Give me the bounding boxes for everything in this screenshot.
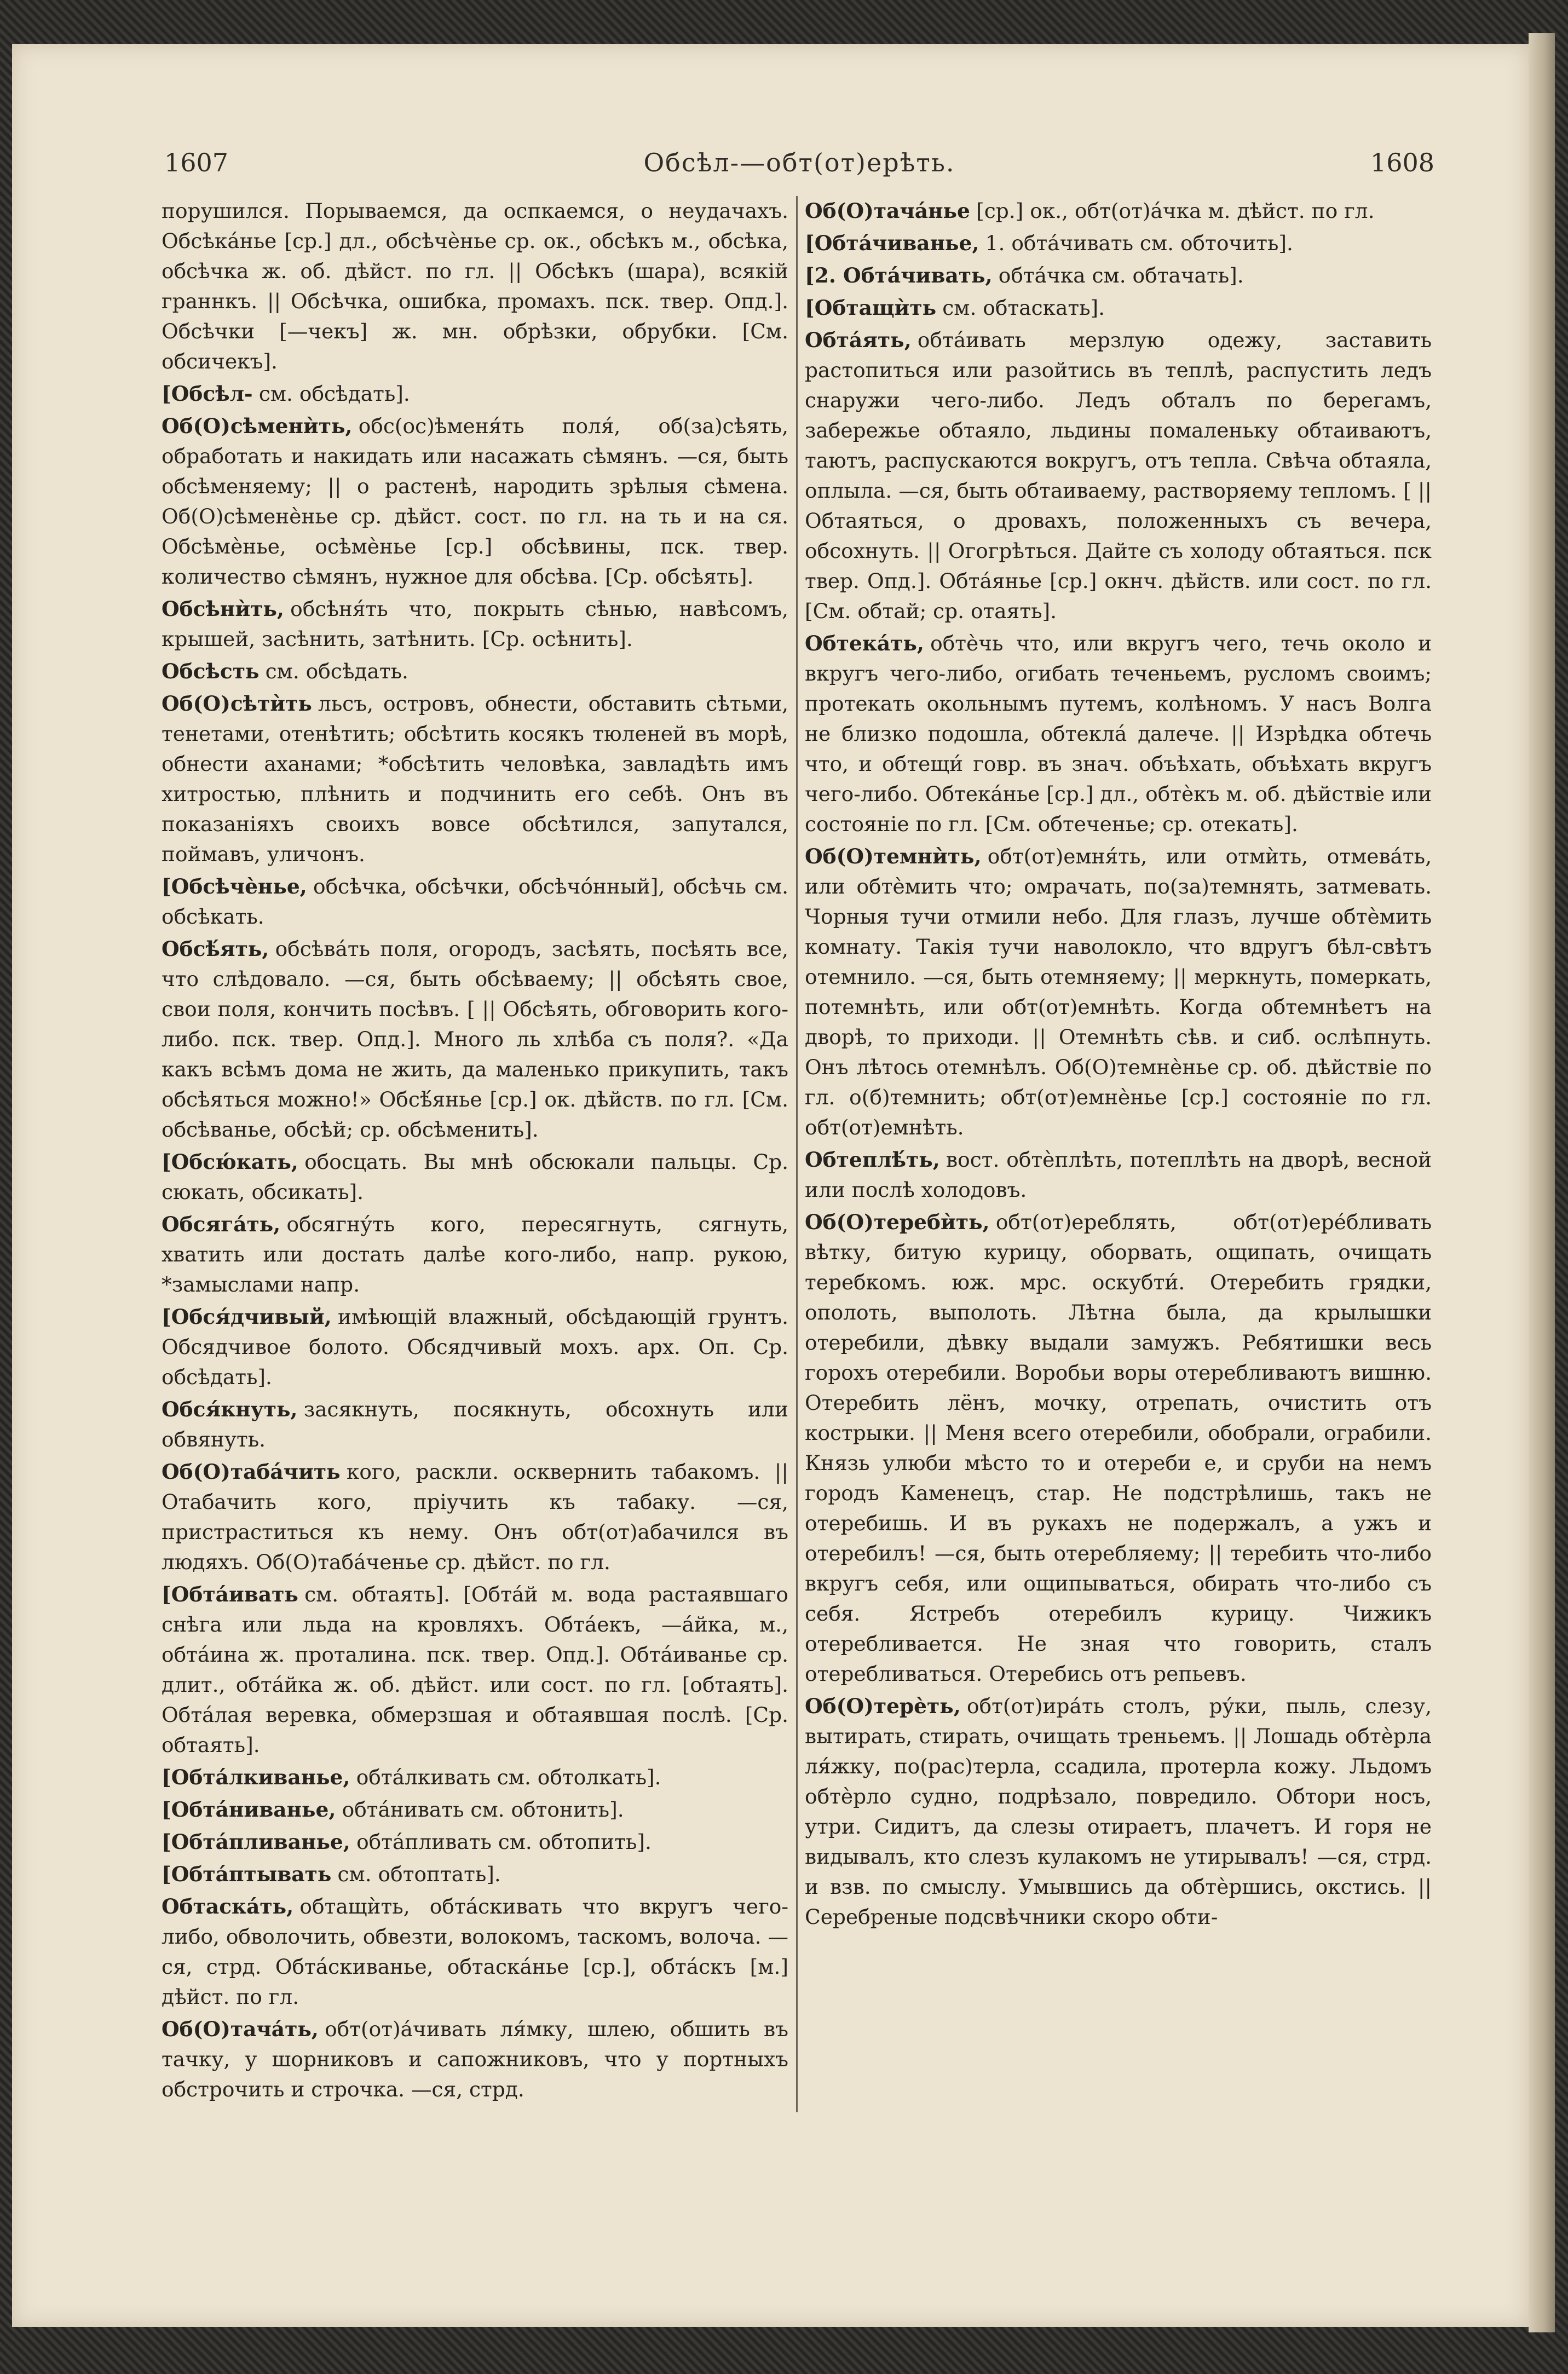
entry-text: [ср.] ок., обт(от)а́чка м. дѣйст. по гл. bbox=[976, 199, 1375, 223]
dictionary-entry bbox=[162, 656, 788, 687]
entry-text: см. обсѣдать. bbox=[265, 659, 408, 683]
dictionary-entry bbox=[162, 1580, 788, 1760]
dictionary-entry bbox=[805, 196, 1432, 226]
dictionary-entry bbox=[162, 196, 788, 377]
dictionary-entry bbox=[162, 1395, 788, 1455]
entry-text: обт(от)емня́ть, или отмѝть, отмева́ть, или обтѐмить что; омрачать, по(за)темнять, затмевать. Чорныя тучи отмили небо. Для глазъ, лучше обтѐмить комнату. Такія тучи наволокло, что вдругъ бѣл-свѣтъ отемнило. —ся, быть отемняему; || меркнуть, померкать, потемнѣть, или обт(от)емнѣть. Когда обтемнѣетъ на дворѣ, то приходи. || Отемнѣть сѣв. и сиб. ослѣпнуть. Онъ лѣтось отемнѣлъ. Об(О)темнѐнье ср. об. дѣйствіе по гл. о(б)темнить; обт(от)емнѐнье [ср.] состояніе по гл. обт(от)емнѣть. bbox=[805, 844, 1432, 1139]
entry-headword: [Обсѣл- bbox=[162, 382, 253, 406]
entry-text: обт(от)а́чивать ля́мку, шлею, обшить въ тачку, у шорниковъ и сапожниковъ, что у портныхъ обстрочить и строчка. —ся, стрд. bbox=[162, 2017, 788, 2101]
entry-headword: Об(О)таба́чить bbox=[162, 1460, 341, 1484]
page-number-right: 1608 bbox=[1370, 148, 1434, 177]
dictionary-entry bbox=[805, 842, 1432, 1143]
entry-headword: [Обсѣчѐнье, bbox=[162, 874, 307, 898]
entry-text: см. обтаять]. [Обта́й м. вода растаявшаго снѣга или льда на кровляхъ. Обта́екъ, —а́йка, м., обта́ина ж. проталина. пск. твер. Опд.]. Обта́иванье ср. длит., обта́йка ж. об. дѣйст. или сост. по гл. [обтаять]. Обта́лая веревка, обмерзшая и обтаявшая послѣ. [Ср. обтаять]. bbox=[162, 1582, 788, 1757]
dictionary-entry bbox=[162, 1209, 788, 1300]
dictionary-entry bbox=[805, 261, 1432, 291]
dictionary-entry bbox=[162, 411, 788, 592]
dictionary-entry bbox=[805, 629, 1432, 839]
entry-text: засякнуть, посякнуть, обсохнуть или обвянуть. bbox=[162, 1397, 788, 1451]
entry-text: имѣющій влажный, обсѣдающій грунтъ. Обсядчивое болото. Обсядчивый мохъ. арх. Оп. Ср. обсѣдать]. bbox=[162, 1305, 788, 1389]
entry-headword: [Обтащѝть bbox=[805, 296, 937, 320]
entry-text: см. обсѣдать]. bbox=[258, 382, 410, 406]
dictionary-entry bbox=[162, 1892, 788, 2012]
dictionary-entry bbox=[162, 2014, 788, 2105]
dictionary-entry bbox=[162, 1827, 788, 1857]
dictionary-entry bbox=[805, 1691, 1432, 1932]
page-number-left: 1607 bbox=[164, 148, 229, 177]
dictionary-entry bbox=[162, 1147, 788, 1207]
entry-text: обсѣчка, обсѣчки, обсѣчо́нный], обсѣчь см. обсѣкать. bbox=[162, 874, 788, 929]
dictionary-entry bbox=[162, 689, 788, 869]
entry-text: обта́нивать см. обтонить]. bbox=[342, 1797, 624, 1822]
page-edge bbox=[1529, 33, 1555, 2332]
entry-headword: [Обта́ниванье, bbox=[162, 1797, 336, 1822]
entry-headword: Об(О)тача́нье bbox=[805, 199, 970, 223]
dictionary-entry bbox=[805, 325, 1432, 626]
entry-headword: Обта́ять, bbox=[805, 328, 912, 352]
dictionary-entry bbox=[162, 1859, 788, 1889]
entry-headword: Обся́кнуть, bbox=[162, 1397, 298, 1421]
entry-headword: [Обся́дчивый, bbox=[162, 1305, 332, 1329]
dictionary-entry bbox=[162, 1457, 788, 1577]
entry-text: вост. обтѐплѣть, потеплѣть на дворѣ, весной или послѣ холодовъ. bbox=[805, 1148, 1432, 1202]
dictionary-entry bbox=[805, 293, 1432, 323]
entry-headword: Обтаска́ть, bbox=[162, 1894, 294, 1918]
entry-text: обта́лкивать см. обтолкать]. bbox=[356, 1765, 661, 1789]
entry-text: обсѣва́ть поля, огородъ, засѣять, посѣять все, что слѣдовало. —ся, быть обсѣваему; || обсѣять свое, свои поля, кончить посѣвъ. [ || Обсѣять, обговорить кого-либо. пск. твер. Опд.]. Много ль хлѣба съ поля?. «Да какъ всѣмъ дома не жить, да маленько прикупить, такъ обсѣяться можно!» Обсѣ́янье [ср.] ок. дѣйств. по гл. [См. обсѣванье, обсѣй; ср. обсѣменить]. bbox=[162, 937, 788, 1142]
entry-text: обсягну́ть кого, пересягнуть, сягнуть, хватить или достать далѣе кого-либо, напр. рукою, *замыслами напр. bbox=[162, 1212, 788, 1297]
entry-headword: Об(О)тача́ть, bbox=[162, 2017, 319, 2041]
entry-headword: Об(О)темнѝть, bbox=[805, 844, 982, 868]
left-column bbox=[162, 196, 788, 2145]
entry-text: обс(ос)ѣменя́ть поля́, об(за)сѣять, обработать и накидать или насажать сѣмянъ. —ся, быть обсѣменяему; || о растенѣ, народить зрѣлыя сѣмена. Об(О)сѣменѐнье ср. дѣйст. сост. по гл. на ть и на ся. Обсѣмѐнье, осѣмѐнье [ср.] обсѣвины, пск. твер. количество сѣмянъ, нужное для обсѣва. [Ср. обсѣять]. bbox=[162, 414, 788, 589]
dictionary-entry bbox=[805, 228, 1432, 258]
entry-text: обсѣня́ть что, покрыть сѣнью, навѣсомъ, крышей, засѣнить, затѣнить. [Ср. осѣнить]. bbox=[162, 597, 788, 651]
entry-text: льсъ, островъ, обнести, обставить сѣтьми, тенетами, отенѣтить; обсѣтить косякъ тюленей въ морѣ, обнести аханами; *обсѣтить человѣка, завладѣть имъ хитростью, плѣнить и подчинить его себѣ. Онъ въ показаніяхъ своихъ вовсе обсѣтился, запутался, поймавъ, уличонъ. bbox=[162, 692, 788, 866]
entry-headword: Об(О)теребѝть, bbox=[805, 1210, 990, 1234]
entry-headword: [Обта́чиванье, bbox=[805, 231, 979, 255]
page-header bbox=[164, 148, 1434, 192]
entry-text: см. обтоптать]. bbox=[337, 1862, 501, 1886]
entry-headword: Об(О)сѣтѝть bbox=[162, 692, 312, 716]
entry-headword: Обсяга́ть, bbox=[162, 1212, 281, 1236]
dictionary-entry bbox=[162, 872, 788, 932]
entry-headword: Обсѣнѝть, bbox=[162, 597, 284, 621]
entry-text: обт(от)ереблять, обт(от)ере́бливать вѣтку, битую курицу, оборвать, ощипать, очищать теребкомъ. юж. мрс. оскубти́. Отеребить грядки, ополоть, выполоть. Лѣтна была, да крылышки отеребили, дѣвку выдали замужъ. Ребятишки весь горохъ отеребили. Воробьи воры отеребливаютъ вишню. Отеребить лёнъ, мочку, отрепать, очистить отъ кострыки. || Меня всего отеребили, обобрали, ограбили. Князь улюби мѣсто то и отереби е, и сруби на немъ городъ Каменецъ, стар. Не подстрѣлишь, такъ не отеребишь. И въ рукахъ не подержалъ, а ужъ и отеребилъ! —ся, быть отеребляему; || теребить что-либо вкругъ себя, или ощипываться, обирать что-либо съ себя. Ястребъ отеребилъ курицу. Чижикъ отеребливается. Не зная что говорить, сталъ отеребливаться. Отеребись отъ репьевъ. bbox=[805, 1210, 1432, 1686]
running-head: Обсѣл-—обт(от)ерѣть. bbox=[643, 148, 955, 177]
entry-text: 1. обта́чивать см. обточить]. bbox=[985, 231, 1293, 255]
entry-headword: [Обсю́кать, bbox=[162, 1150, 298, 1174]
entry-text: обта́ивать мерзлую одежу, заставить растопиться или разойтись въ теплѣ, распустить ледъ снаружи чего-либо. Ледъ обталъ по берегамъ, забережье обтаяло, льдины помаленьку обтаиваютъ, таютъ, распускаются вокругъ, отъ тепла. Свѣча обтаяла, оплыла. —ся, быть обтаиваему, растворяему тепломъ. [ || Обтаяться, о дровахъ, положенныхъ съ вечера, обсохнуть. || Огогрѣться. Дайте съ холоду обтаяться. пск твер. Опд.]. Обта́янье [ср.] окнч. дѣйств. или сост. по гл. [См. обтай; ср. отаять]. bbox=[805, 328, 1432, 623]
dictionary-entry bbox=[162, 379, 788, 409]
entry-headword: [2. Обта́чивать, bbox=[805, 263, 993, 287]
entry-headword: [Обта́пливанье, bbox=[162, 1830, 350, 1854]
dictionary-entry bbox=[162, 1302, 788, 1392]
entry-headword: [Обта́птывать bbox=[162, 1862, 332, 1886]
entry-headword: Об(О)терѐть, bbox=[805, 1694, 961, 1718]
column-divider bbox=[796, 196, 798, 2112]
dictionary-entry bbox=[805, 1145, 1432, 1205]
entry-text: см. обтаскать]. bbox=[942, 296, 1105, 320]
entry-text: обт(от)ира́ть столъ, ру́ки, пыль, слезу, вытирать, стирать, очищать треньемъ. || Лошадь обтѐрла ля́жку, по(рас)терла, ссадила, протерла кожу. Льдомъ обтѐрло судно, подрѣзало, повредило. Обтори носъ, утри. Сидитъ, да слезы отираетъ, плачетъ. И горя не видывалъ, кто слезъ кулакомъ не утирывалъ! —ся, стрд. и взв. по смыслу. Умывшись да обтѐршись, окстись. || Серебреные подсвѣчники скоро обти- bbox=[805, 1694, 1432, 1929]
entry-text: кого, раскли. осквернить табакомъ. || Отабачить кого, пріучить къ табаку. —ся, пристраститься къ нему. Онъ обт(от)абачился въ людяхъ. Об(О)таба́ченье ср. дѣйст. по гл. bbox=[162, 1460, 788, 1574]
entry-headword: Обтека́ть, bbox=[805, 631, 924, 655]
dictionary-entry bbox=[162, 934, 788, 1145]
dictionary-entry bbox=[162, 1795, 788, 1825]
entry-headword: [Обта́лкиванье, bbox=[162, 1765, 350, 1789]
entry-headword: [Обта́ивать bbox=[162, 1582, 298, 1606]
entry-headword: Обсѣ́ять, bbox=[162, 937, 269, 961]
entry-headword: Обсѣсть bbox=[162, 659, 260, 683]
right-column bbox=[805, 196, 1432, 2145]
dictionary-entry bbox=[162, 594, 788, 654]
entry-text: обта́пливать см. обтопить]. bbox=[356, 1830, 652, 1854]
entry-text: обтѐчь что, или вкругъ чего, течь около и вкругъ чего-либо, огибать теченьемъ, русломъ своимъ; протекать окольнымъ путемъ, колѣномъ. У насъ Волга не близко подошла, обтекла́ далече. || Изрѣдка обтечь что, и обтещи́ говр. въ знач. объѣхать, объѣхать вкругъ чего-либо. Обтека́нье [ср.] дл., обтѐкъ м. об. дѣйствіе или состояніе по гл. [См. обтеченье; ср. отекать]. bbox=[805, 631, 1432, 836]
dictionary-entry bbox=[162, 1762, 788, 1793]
entry-text: обта́чка см. обтачать]. bbox=[998, 263, 1244, 287]
entry-headword: Обтеплѣ́ть, bbox=[805, 1148, 940, 1172]
entry-text: порушился. Порываемся, да оспкаемся, о неудачахъ. Обсѣка́нье [ср.] дл., обсѣчѐнье ср. ок., обсѣкъ м., обсѣка, обсѣчка ж. об. дѣйст. по гл. || Обсѣкъ (шара), всякій граннкъ. || Обсѣчка, ошибка, промахъ. пск. твер. Опд.]. Обсѣчки [—чекъ] ж. мн. обрѣзки, обрубки. [См. обсичекъ]. bbox=[162, 199, 788, 373]
entry-headword: Об(О)сѣменѝть, bbox=[162, 414, 353, 438]
dictionary-entry bbox=[805, 1207, 1432, 1689]
entry-text: обосцать. Вы мнѣ обсюкали пальцы. Ср. сюкать, обсикать]. bbox=[162, 1150, 788, 1204]
entry-text: обтащѝть, обта́скивать что вкругъ чего-либо, обволочить, обвезти, волокомъ, таскомъ, волоча. —ся, стрд. Обта́скиванье, обтаска́нье [ср.], обта́скъ [м.] дѣйст. по гл. bbox=[162, 1894, 788, 2009]
